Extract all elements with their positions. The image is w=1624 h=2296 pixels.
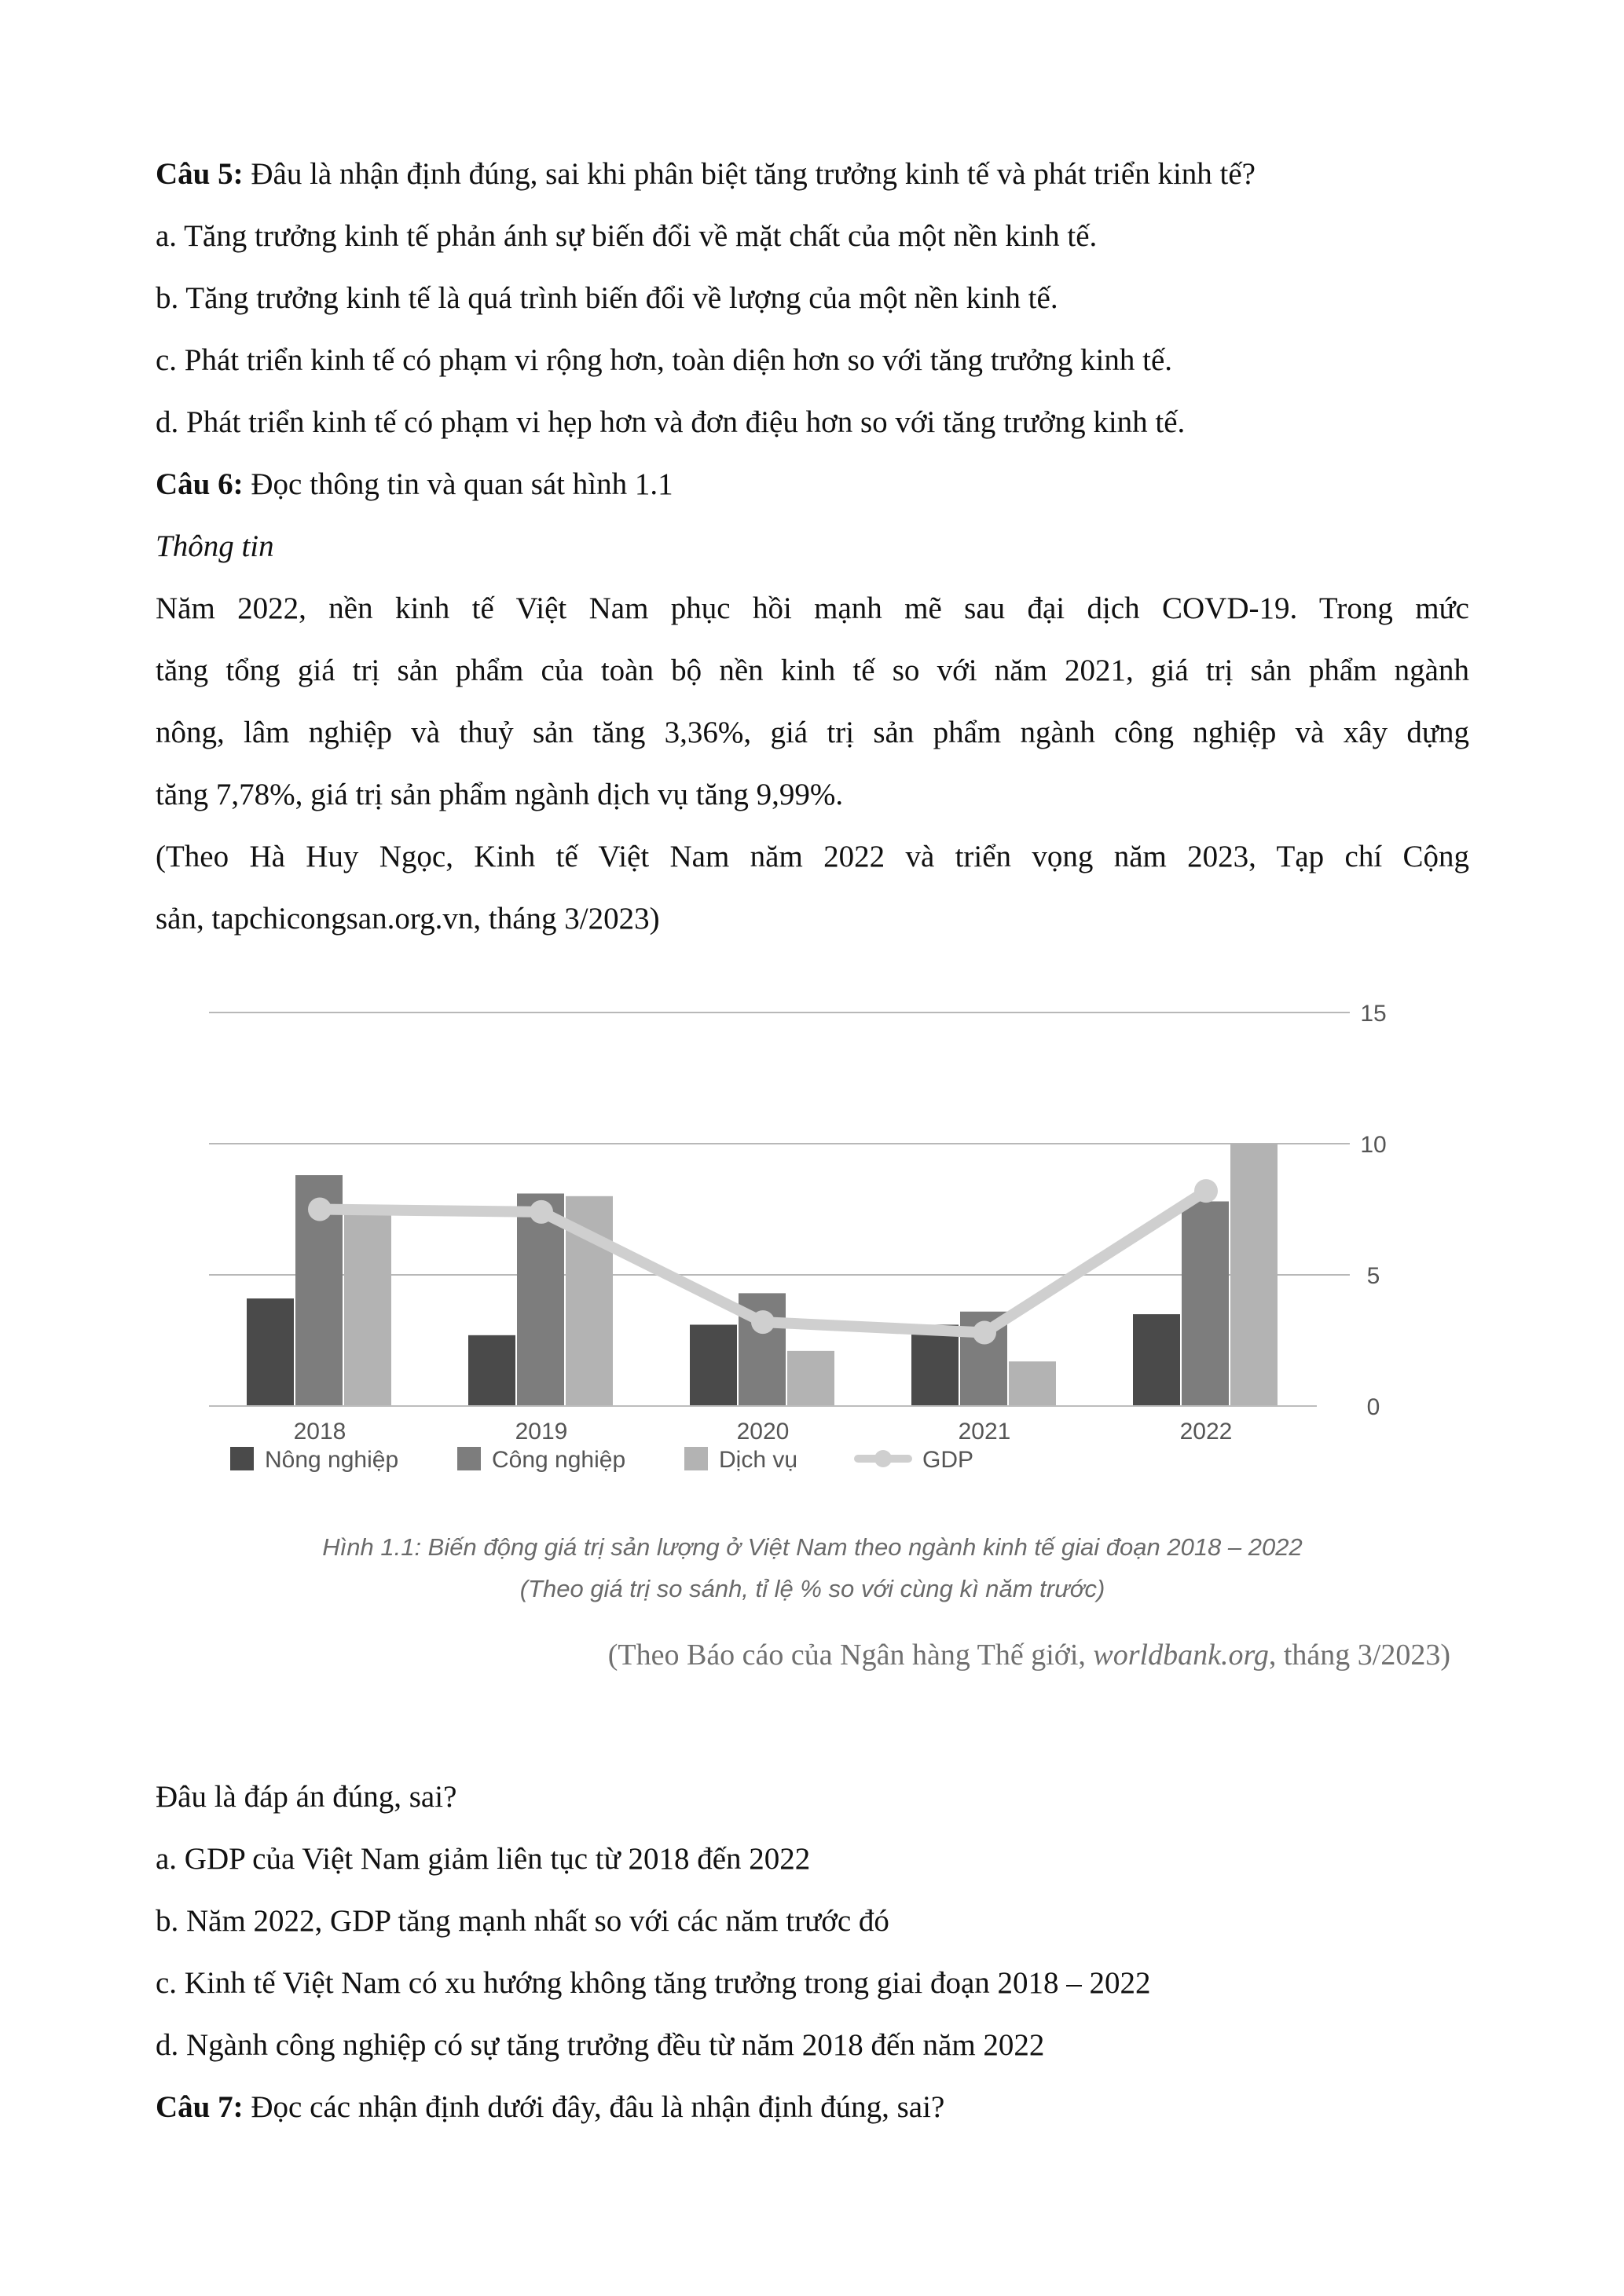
legend-label-gdp: GDP [922,1447,974,1473]
bar-dịch-vụ-2018 [344,1210,391,1407]
q5-option-a: a. Tăng trưởng kinh tế phản ánh sự biến đổi về mặt chất của một nền kinh tế. [156,219,1098,253]
q6-label: Câu 6: [156,467,244,501]
q6-option-d: d. Ngành công nghiệp có sự tăng trưởng đều từ năm 2018 đến năm 2022 [156,2028,1045,2062]
q5-text: Đâu là nhận định đúng, sai khi phân biệt tăng trưởng kinh tế và phát triển kinh tế? [243,157,1256,191]
y-tick-label-5: 5 [1366,1263,1380,1289]
legend-label-công-nghiệp: Công nghiệp [492,1447,626,1473]
q6-info-line-2: tăng tổng giá trị sản phẩm của toàn bộ nền kinh tế so với năm 2021, giá trị sản phẩm ngành [156,654,1469,687]
q7-heading [156,2088,1469,2127]
q6-info-line-1: Năm 2022, nền kinh tế Việt Nam phục hồi mạnh mẽ sau đại dịch COVD-19. Trong mức [156,591,1469,625]
bar-công-nghiệp-2022 [1182,1201,1229,1406]
legend-label-nông-nghiệp: Nông nghiệp [265,1447,399,1473]
q7-text: Đọc các nhận định dưới đây, đâu là nhận định đúng, sai? [243,2090,945,2124]
figure-1-1 [156,966,1469,1712]
figure-source-site: worldbank.org [1093,1639,1269,1672]
x-tick-label-2022: 2022 [1179,1419,1233,1445]
q6-info-line-4: tăng 7,78%, giá trị sản phẩm ngành dịch vụ tăng 9,99%. [156,778,844,811]
gdp-point-2021 [973,1320,996,1344]
legend-swatch-dịch-vụ [684,1447,708,1470]
legend-swatch-công-nghiệp [457,1447,481,1470]
figure-source [608,1638,1450,1672]
gdp-point-2019 [530,1200,553,1224]
gdp-point-2018 [308,1198,332,1221]
bar-dịch-vụ-2022 [1230,1144,1278,1406]
bar-nông-nghiệp-2019 [468,1335,515,1406]
gdp-point-2020 [751,1310,775,1334]
q5-option-d: d. Phát triển kinh tế có phạm vi hẹp hơn và đơn điệu hơn so với tăng trưởng kinh tế. [156,405,1186,439]
bar-dịch-vụ-2020 [787,1351,834,1406]
q5-option-b: b. Tăng trưởng kinh tế là quá trình biến đổi về lượng của một nền kinh tế. [156,281,1058,315]
bar-nông-nghiệp-2021 [911,1324,959,1406]
y-tick-label-15: 15 [1360,1001,1387,1027]
q5-option-c: c. Phát triển kinh tế có phạm vi rộng hơn, toàn diện hơn so với tăng trưởng kinh tế. [156,343,1173,377]
bar-nông-nghiệp-2018 [247,1298,294,1406]
legend-marker-gdp [874,1450,892,1467]
q6-source-line-1: (Theo Hà Huy Ngọc, Kinh tế Việt Nam năm 2022 và triển vọng năm 2023, Tạp chí Cộng [156,840,1469,873]
y-tick-label-0: 0 [1366,1394,1380,1420]
q6-info-title: Thông tin [156,529,274,563]
q6-heading [156,465,1469,504]
q6-question: Đâu là đáp án đúng, sai? [156,1780,457,1814]
q5-heading [156,155,1469,194]
figure-caption-note: (Theo giá trị so sánh, tỉ lệ % so với cùng kì năm trước) [519,1575,1105,1602]
legend-label-dịch-vụ: Dịch vụ [719,1447,798,1473]
q6-source-line-2: sản, tapchicongsan.org.vn, tháng 3/2023) [156,902,660,936]
legend-swatch-nông-nghiệp [230,1447,254,1470]
y-tick-label-10: 10 [1360,1132,1387,1158]
x-tick-label-2018: 2018 [293,1419,346,1445]
x-tick-label-2020: 2020 [736,1419,790,1445]
q6-text: Đọc thông tin và quan sát hình 1.1 [243,467,673,501]
x-tick-label-2021: 2021 [958,1419,1011,1445]
bar-dịch-vụ-2021 [1009,1361,1056,1406]
q5-label: Câu 5: [156,157,244,191]
chart-svg [156,966,1469,1579]
q6-option-a: a. GDP của Việt Nam giảm liên tục từ 2018 đến 2022 [156,1842,811,1876]
q6-info-line-3: nông, lâm nghiệp và thuỷ sản tăng 3,36%, giá trị sản phẩm ngành công nghiệp và xây dựng [156,716,1469,749]
q7-label: Câu 7: [156,2090,244,2124]
x-tick-label-2019: 2019 [515,1419,568,1445]
gdp-point-2022 [1194,1179,1218,1203]
bar-nông-nghiệp-2022 [1133,1314,1180,1406]
q6-option-c: c. Kinh tế Việt Nam có xu hướng không tăng trưởng trong giai đoạn 2018 – 2022 [156,1966,1151,2000]
figure-caption: Hình 1.1: Biến động giá trị sản lượng ở Việt Nam theo ngành kinh tế giai đoạn 2018 – 2022 [322,1533,1303,1561]
bar-nông-nghiệp-2020 [690,1324,737,1406]
figure-source-post: , tháng 3/2023) [1268,1639,1450,1672]
q6-option-b: b. Năm 2022, GDP tăng mạnh nhất so với các năm trước đó [156,1904,889,1938]
figure-source-pre: (Theo Báo cáo của Ngân hàng Thế giới, [607,1639,1094,1672]
